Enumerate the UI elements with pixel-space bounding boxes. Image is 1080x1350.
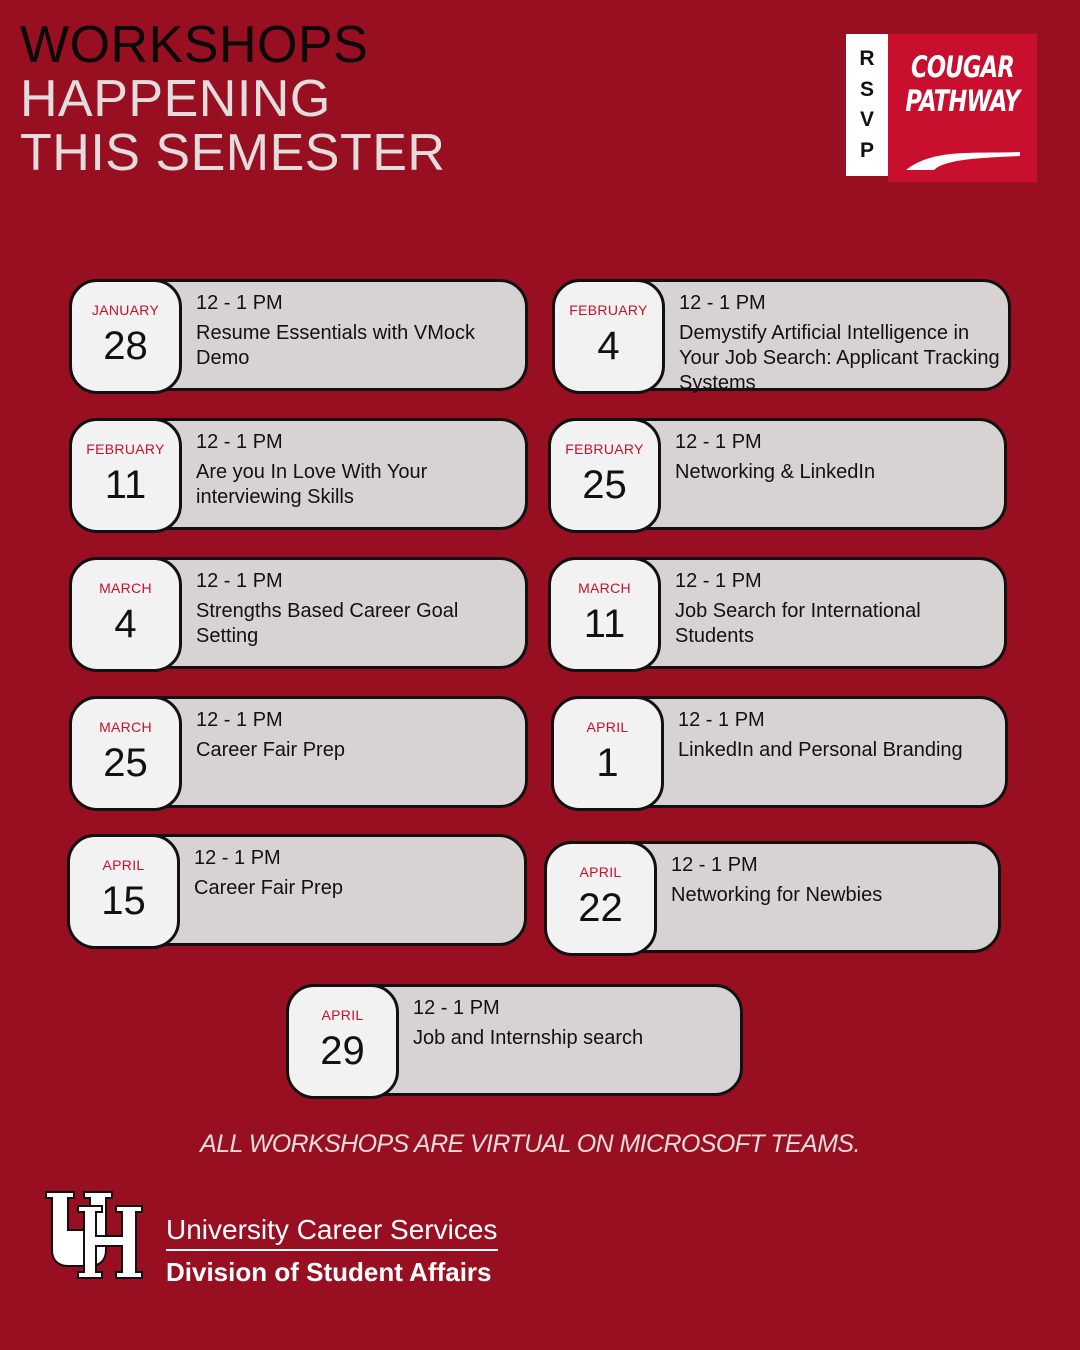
workshop-topic: Strengths Based Career Goal Setting [196, 600, 459, 647]
date-badge [548, 418, 661, 533]
workshop-card[interactable] [548, 557, 1007, 669]
date-badge [286, 984, 399, 1099]
workshop-month: APRIL [586, 719, 629, 735]
date-badge [548, 557, 661, 672]
workshop-time: 12 - 1 PM [413, 997, 500, 1019]
workshop-info [196, 709, 519, 763]
workshop-topic: Job and Internship search [413, 1027, 644, 1049]
workshop-month: MARCH [578, 580, 631, 596]
brand-line-1: COUGAR [910, 50, 1015, 84]
workshop-time: 12 - 1 PM [679, 292, 766, 314]
brand-line-2: PATHWAY [905, 84, 1020, 118]
workshop-day: 4 [597, 324, 620, 368]
workshop-month: JANUARY [91, 302, 160, 318]
workshop-day: 1 [596, 741, 619, 785]
workshop-time: 12 - 1 PM [196, 431, 283, 453]
workshop-time: 12 - 1 PM [671, 854, 758, 876]
title-line-2: HAPPENING [20, 70, 331, 128]
workshop-time: 12 - 1 PM [196, 570, 283, 592]
workshop-card[interactable] [69, 557, 528, 669]
date-badge [544, 841, 657, 956]
workshop-card[interactable] [544, 841, 1001, 953]
workshop-day: 4 [114, 602, 137, 646]
workshop-topic: Networking & LinkedIn [675, 461, 876, 483]
org-block [166, 1214, 498, 1288]
workshop-month: APRIL [102, 857, 145, 873]
date-badge [69, 696, 182, 811]
workshop-month: APRIL [579, 864, 622, 880]
workshop-month: FEBRUARY [565, 441, 644, 457]
rsvp-letter: S [859, 77, 874, 101]
rsvp-letter: V [859, 108, 874, 132]
workshop-day: 11 [104, 463, 147, 507]
workshop-info [679, 292, 1002, 396]
uh-interlocking-logo-icon [44, 1188, 144, 1282]
workshop-info [671, 854, 992, 908]
workshop-card[interactable] [552, 279, 1011, 394]
rsvp-tab[interactable] [846, 34, 888, 176]
page-title [20, 18, 445, 180]
title-line-1: WORKSHOPS [20, 16, 369, 74]
workshop-topic: Are you In Love With Your interviewing Skills [196, 461, 428, 508]
org-line-1: University Career Services [166, 1214, 498, 1251]
workshop-time: 12 - 1 PM [194, 847, 281, 869]
workshop-card[interactable] [551, 696, 1008, 808]
workshop-time: 12 - 1 PM [675, 431, 762, 453]
workshop-day: 11 [583, 602, 626, 646]
date-badge [67, 834, 180, 949]
date-badge [69, 418, 182, 533]
date-badge [551, 696, 664, 811]
workshop-card[interactable] [286, 984, 743, 1096]
workshop-card[interactable] [67, 834, 527, 946]
workshop-day: 22 [578, 886, 623, 930]
workshop-card[interactable] [69, 279, 528, 391]
cougar-pathway-logo[interactable] [888, 34, 1037, 182]
workshop-day: 29 [320, 1029, 365, 1073]
date-badge [69, 279, 182, 394]
workshop-month: MARCH [99, 580, 152, 596]
rsvp-letter: R [859, 47, 875, 71]
workshop-info [413, 997, 734, 1051]
workshop-month: FEBRUARY [569, 302, 648, 318]
date-badge [552, 279, 665, 394]
workshop-topic: Career Fair Prep [196, 739, 345, 761]
workshop-info [196, 431, 519, 510]
workshop-info [675, 431, 998, 485]
workshop-day: 25 [582, 463, 627, 507]
workshop-time: 12 - 1 PM [678, 709, 765, 731]
workshop-info [678, 709, 999, 763]
workshop-time: 12 - 1 PM [675, 570, 762, 592]
virtual-note: ALL WORKSHOPS ARE VIRTUAL ON MICROSOFT TEAMS. [200, 1130, 860, 1158]
workshop-card[interactable] [69, 418, 528, 530]
workshop-card[interactable] [69, 696, 528, 808]
workshop-month: APRIL [321, 1007, 364, 1023]
workshop-time: 12 - 1 PM [196, 709, 283, 731]
workshop-topic: Career Fair Prep [194, 877, 343, 899]
workshop-month: FEBRUARY [86, 441, 165, 457]
title-line-3: THIS SEMESTER [20, 124, 446, 182]
workshop-topic: Networking for Newbies [671, 884, 883, 906]
brand-text [904, 50, 1020, 118]
workshop-day: 28 [103, 324, 148, 368]
workshop-time: 12 - 1 PM [196, 292, 283, 314]
swoosh-icon [904, 152, 1024, 172]
workshop-info [196, 292, 519, 371]
workshop-month: MARCH [99, 719, 152, 735]
workshop-topic: Demystify Artificial Intelligence in Your Job Search: Applicant Tracking Systems [679, 322, 1000, 394]
workshop-info [194, 847, 518, 901]
workshop-info [675, 570, 998, 649]
workshop-day: 15 [101, 879, 146, 923]
workshop-info [196, 570, 519, 649]
workshop-day: 25 [103, 741, 148, 785]
workshop-card[interactable] [548, 418, 1007, 530]
org-line-2: Division of Student Affairs [166, 1257, 492, 1287]
workshop-topic: Job Search for International Students [675, 600, 921, 647]
workshop-topic: Resume Essentials with VMock Demo [196, 322, 475, 369]
workshop-topic: LinkedIn and Personal Branding [678, 739, 963, 761]
date-badge [69, 557, 182, 672]
rsvp-letter: P [859, 138, 874, 162]
